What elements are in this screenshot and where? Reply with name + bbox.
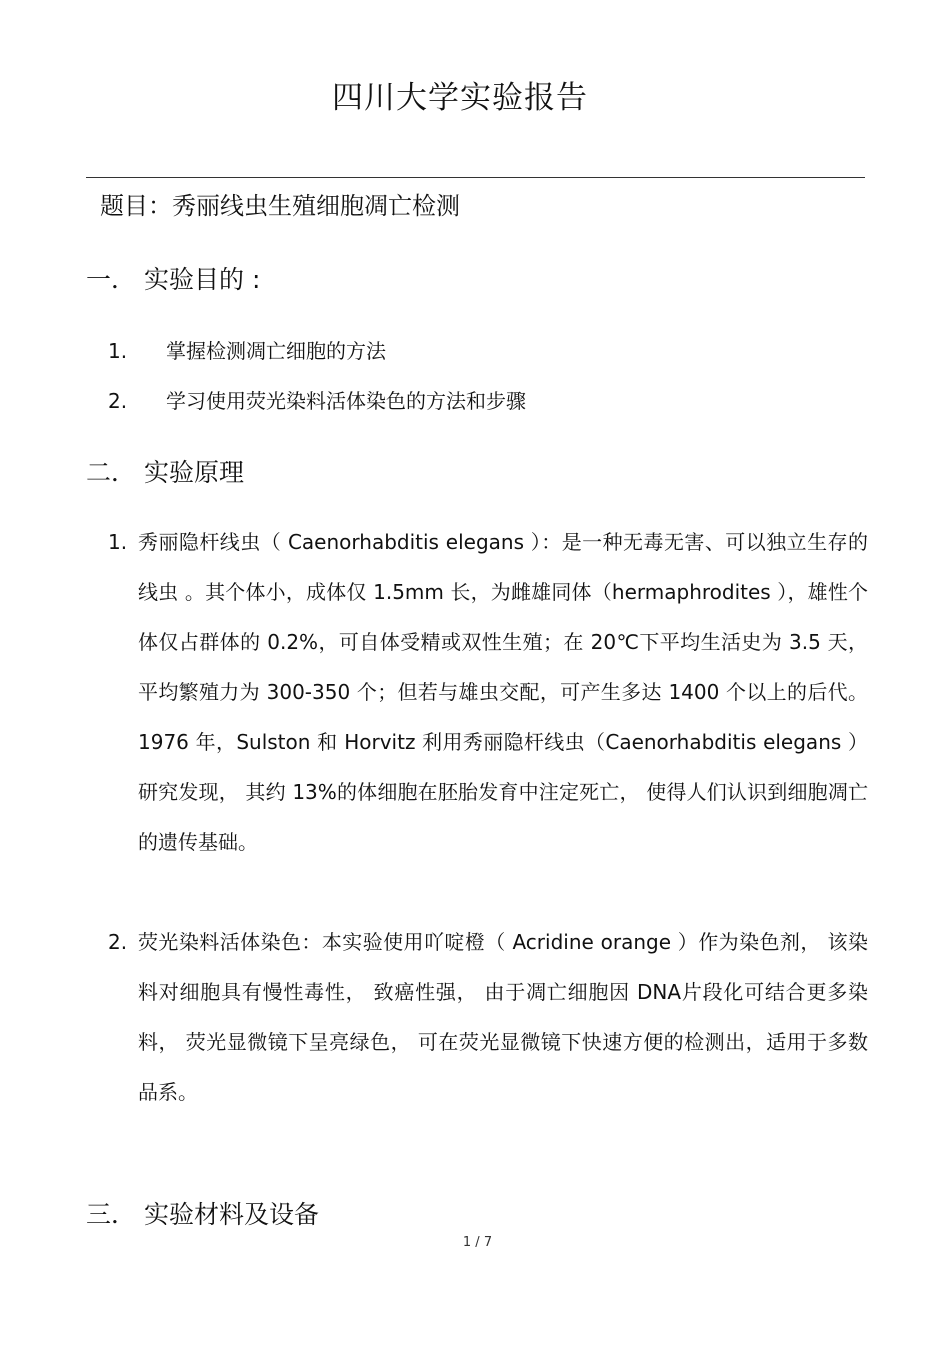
section-heading-objectives [86,260,260,296]
item-number: 1. [108,530,128,554]
section-title: 实验原理 [144,458,245,487]
section-number: 一． [86,265,137,294]
item-number: 2. [108,930,128,954]
principle-paragraph [108,917,868,1117]
item-number: 2. [108,389,128,413]
section-number: 二． [86,458,137,487]
document-title: 四川大学实验报告 [332,80,588,116]
page-number: 1 / 7 [462,1235,493,1250]
section-title: 实验材料及设备 [144,1200,320,1229]
section-heading-principles [86,453,244,489]
objective-item [108,385,526,414]
section-number: 三． [86,1200,137,1229]
principle-paragraph [108,517,868,867]
section-title: 实验目的 : [144,265,261,294]
report-topic: 题目：秀丽线虫生殖细胞凋亡检测 [100,192,460,220]
section-heading-materials [86,1195,319,1231]
title-divider [86,177,865,178]
item-text: 掌握检测凋亡细胞的方法 [166,339,386,363]
item-number: 1. [108,339,128,363]
paragraph-text: 荧光染料活体染色：本实验使用吖啶橙（ Acridine orange ）作为染色剂， 该染料对细胞具有慢性毒性， 致癌性强， 由于凋亡细胞因 DNA片段化可结合更多染料， 荧光显微镜下呈亮绿色， 可在荧光显微镜下快速方便的检测出，适用于多数品系。 [138,930,868,1104]
paragraph-text: 秀丽隐杆线虫（ Caenorhabditis elegans ）：是一种无毒无害、可以独立生存的线虫 。其个体小，成体仅 1.5mm 长，为雌雄同体（hermaphrodites ），雄性个体仅占群体的 0.2%，可自体受精或双性生殖；在 20℃下平均生活史为 3.5 天，平均繁殖力为 300-350 个；但若与雄虫交配，可产生多达 1400 个以上的后代。 1976 年，Sulston 和 Horvitz 利用秀丽隐杆线虫（Caenorhabditis elegans ）研究发现， 其约 13%的体细胞在胚胎发育中注定死亡， 使得人们认识到细胞凋亡的遗传基础。 [138,530,868,854]
item-text: 学习使用荧光染料活体染色的方法和步骤 [166,389,526,413]
objective-item [108,335,386,364]
